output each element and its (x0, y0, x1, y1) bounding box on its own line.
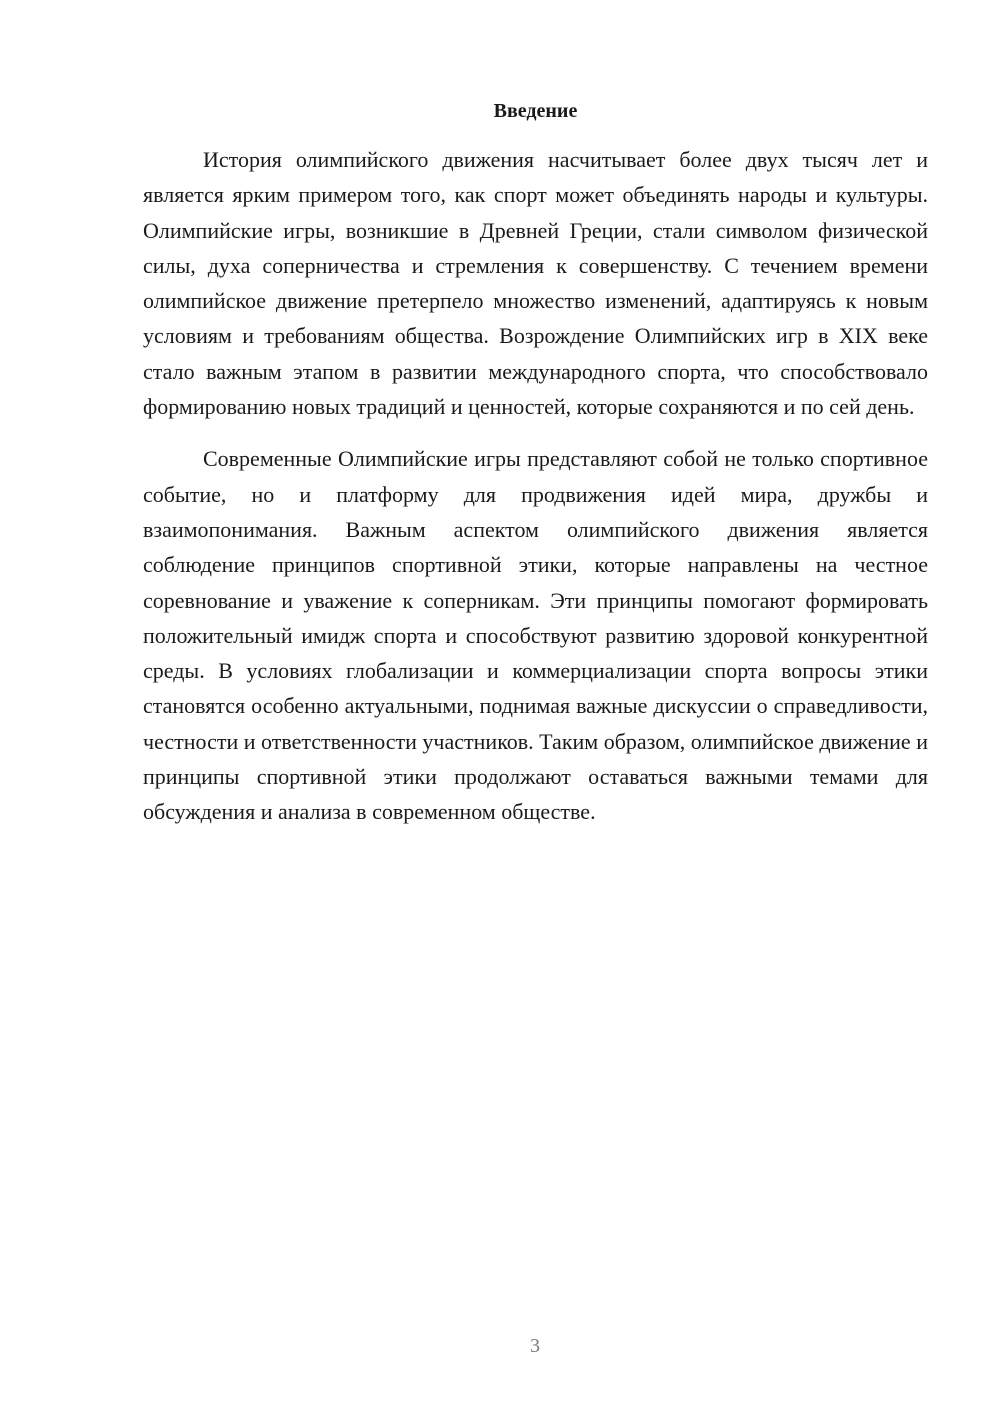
section-heading: Введение (493, 100, 578, 122)
page-number: 3 (530, 1335, 540, 1357)
body-text (143, 142, 928, 830)
paragraph-intro: История олимпийского движения насчитывает более двух тысяч лет и является ярким примером того, как спорт может объединять народы и культуры. Олимпийские игры, возникшие в Древней Греции, стали символом физической силы, духа соперничества и стремления к совершенству. С течением времени олимпийское движение претерпело множество изменений, адаптируясь к новым условиям и требованиям общества. Возрождение Олимпийских игр в XIX веке стало важным этапом в развитии международного спорта, что способствовало формированию новых традиций и ценностей, которые сохраняются и по сей день. (143, 147, 928, 420)
paragraph-modern-games: Современные Олимпийские игры представляют собой не только спортивное событие, но и платформу для продвижения идей мира, дружбы и взаимопонимания. Важным аспектом олимпийского движения является соблюдение принципов спортивной этики, которые направлены на честное соревнование и уважение к соперникам. Эти принципы помогают формировать положительный имидж спорта и способствуют развитию здоровой конкурентной среды. В условиях глобализации и коммерциализации спорта вопросы этики становятся особенно актуальными, поднимая важные дискуссии о справедливости, честности и ответственности участников. Таким образом, олимпийское движение и принципы спортивной этики продолжают оставаться важными темами для обсуждения и анализа в современном обществе. (143, 446, 928, 825)
